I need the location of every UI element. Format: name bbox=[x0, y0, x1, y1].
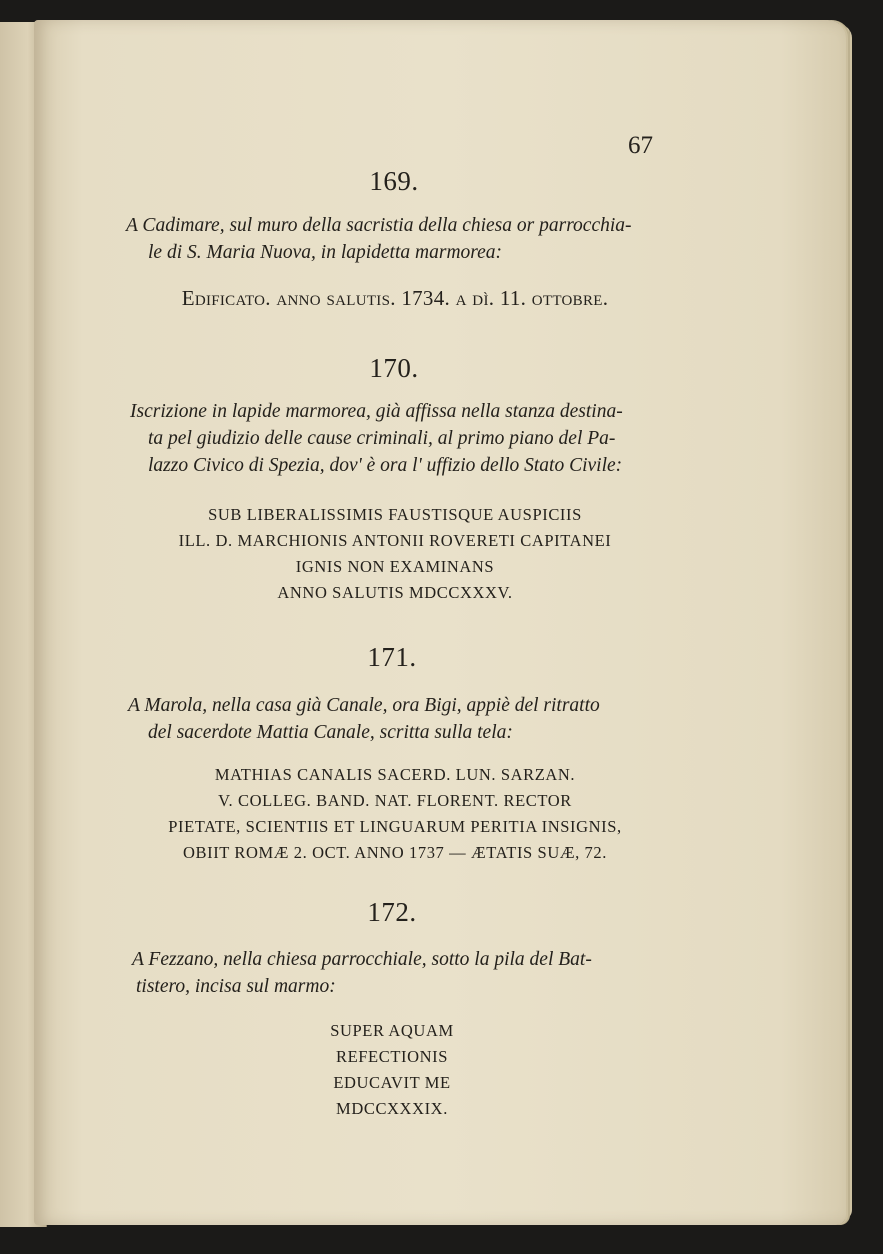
inscription-172 bbox=[292, 1018, 492, 1122]
inscription-line: SUPER AQUAM bbox=[330, 1021, 454, 1040]
entry-number-171: 171. bbox=[367, 642, 417, 672]
description-line: A Cadimare, sul muro della sacristia della chiesa or parrocchia- bbox=[126, 215, 632, 236]
entry-number-169: 169. bbox=[369, 166, 419, 196]
inscription-line: MATHIAS CANALIS SACERD. LUN. SARZAN. bbox=[214, 765, 576, 784]
entry-number-172: 172. bbox=[367, 897, 417, 927]
inscription-line: EDUCAVIT ME bbox=[333, 1073, 451, 1092]
description-line: A Marola, nella casa già Canale, ora Bigi, appiè del ritratto bbox=[128, 695, 600, 716]
inscription-line: IGNIS NON EXAMINANS bbox=[295, 557, 495, 576]
description-line: del sacerdote Mattia Canale, scritta sulla tela: bbox=[148, 722, 513, 743]
description-line: tistero, incisa sul marmo: bbox=[136, 976, 336, 997]
entry-description-170 bbox=[130, 398, 672, 479]
entry-description-169 bbox=[126, 212, 672, 266]
inscription-170 bbox=[140, 502, 650, 606]
description-line: Iscrizione in lapide marmorea, già affissa nella stanza destina- bbox=[130, 401, 623, 422]
description-line: ta pel giudizio delle cause criminali, al primo piano del Pa- bbox=[148, 428, 616, 449]
inscription-line: OBIIT ROMÆ 2. OCT. ANNO 1737 — ÆTATIS SUÆ, 72. bbox=[183, 843, 607, 862]
page-number: 67 bbox=[628, 132, 653, 159]
inscription-169 bbox=[150, 285, 640, 311]
inscription-line: REFECTIONIS bbox=[335, 1047, 449, 1066]
entry-description-172 bbox=[132, 946, 672, 1000]
inscription-171 bbox=[130, 762, 660, 866]
entry-description-171 bbox=[128, 692, 672, 746]
entry-number-170: 170. bbox=[369, 353, 419, 383]
inscription-line: ANNO SALUTIS MDCCXXXV. bbox=[277, 583, 513, 602]
inscription-line: ILL. D. MARCHIONIS ANTONII ROVERETI CAPITANEI bbox=[178, 531, 612, 550]
description-line: le di S. Maria Nuova, in lapidetta marmorea: bbox=[148, 242, 503, 263]
inscription-line: SUB LIBERALISSIMIS FAUSTISQUE AUSPICIIS bbox=[208, 505, 582, 524]
description-line: A Fezzano, nella chiesa parrocchiale, sotto la pila del Bat- bbox=[132, 949, 592, 970]
inscription-line: V. COLLEG. BAND. NAT. FLORENT. RECTOR bbox=[218, 791, 572, 810]
description-line: lazzo Civico di Spezia, dov' è ora l' uffizio dello Stato Civile: bbox=[148, 455, 623, 476]
inscription-line: MDCCXXXIX. bbox=[336, 1099, 448, 1118]
inscription-line: PIETATE, SCIENTIIS ET LINGUARUM PERITIA INSIGNIS, bbox=[168, 817, 622, 836]
inscription-line: Edificato. anno salutis. 1734. a dì. 11. ottobre. bbox=[181, 286, 609, 310]
